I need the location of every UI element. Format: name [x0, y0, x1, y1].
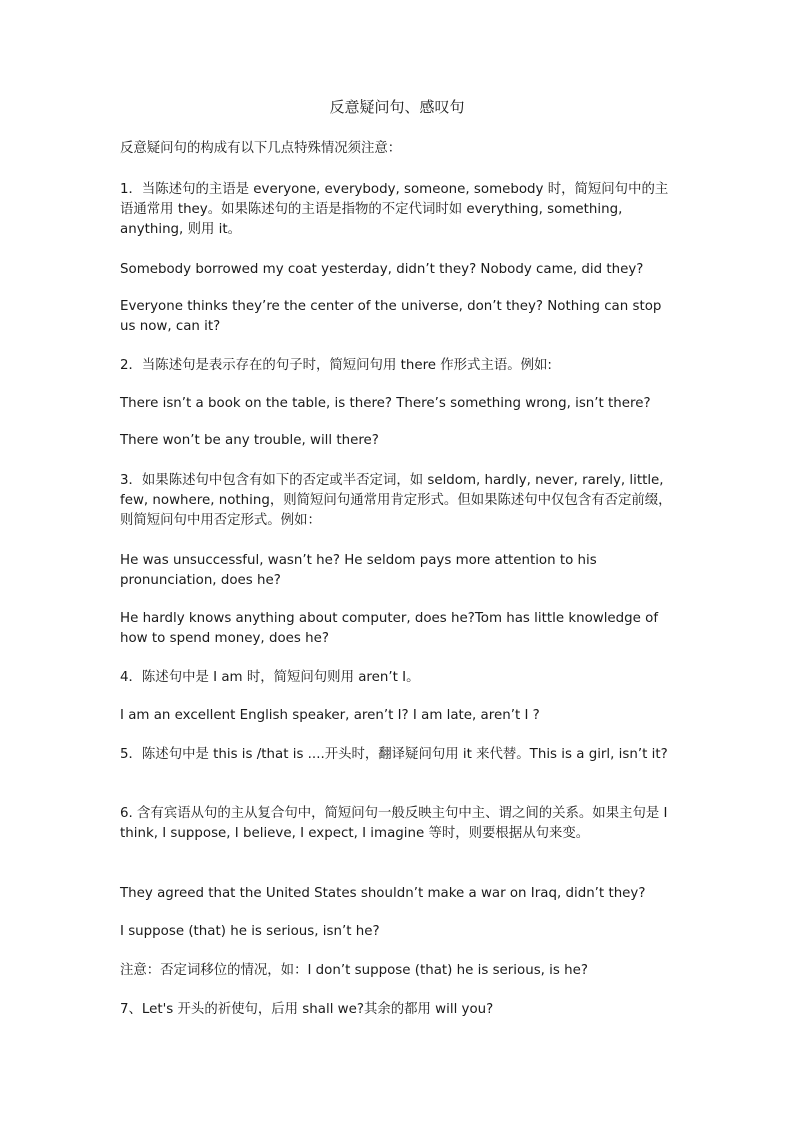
note-paragraph: 注意：否定词移位的情况，如：I don’t suppose (that) he is serious, is he?	[120, 963, 588, 978]
rule-6-example-2: I suppose (that) he is serious, isn’t he?	[120, 924, 380, 939]
rule-1-example-2: Everyone thinks they’re the center of the universe, don’t they? Nothing can stop us now, can it?	[120, 299, 662, 334]
rule-3-example-1: He was unsuccessful, wasn’t he? He seldom pays more attention to his pronunciation, does he?	[120, 553, 597, 588]
rule-4-paragraph: 4．陈述句中是 I am 时，简短问句则用 aren’t I。	[120, 670, 420, 685]
rule-1-paragraph: 1．当陈述句的主语是 everyone, everybody, someone, somebody 时，简短问句中的主语通常用 they。如果陈述句的主语是指物的不定代词时如 everything, something, anything, 则用 it。	[120, 182, 669, 237]
intro-paragraph: 反意疑问句的构成有以下几点特殊情况须注意：	[120, 141, 402, 156]
rule-4-example: I am an excellent English speaker, aren’t I? I am late, aren’t I ?	[120, 708, 540, 723]
rule-6-example-1: They agreed that the United States shouldn’t make a war on Iraq, didn’t they?	[120, 886, 646, 901]
rule-1-example-1: Somebody borrowed my coat yesterday, didn’t they? Nobody came, did they?	[120, 262, 644, 277]
rule-2-example-1: There isn’t a book on the table, is there? There’s something wrong, isn’t there?	[120, 396, 651, 411]
rule-7-paragraph: 7、Let's 开头的祈使句，后用 shall we?其余的都用 will you?	[120, 1002, 494, 1017]
rule-6-paragraph: 6. 含有宾语从句的主从复合句中，简短问句一般反映主句中主、谓之间的关系。如果主句是 I think, I suppose, I believe, I expect, I imagine 等时，则要根据从句来变。	[120, 806, 668, 841]
rule-3-paragraph: 3．如果陈述句中包含有如下的否定或半否定词，如 seldom, hardly, never, rarely, little, few, nowhere, nothing，则简短问句通常用肯定形式。但如果陈述句中仅包含有否定前缀，则简短问句中用否定形式。例如：	[120, 473, 672, 528]
rule-2-paragraph: 2．当陈述句是表示存在的句子时，简短问句用 there 作形式主语。例如:	[120, 358, 552, 373]
rule-3-example-2: He hardly knows anything about computer, does he?Tom has little knowledge of how to spend money, does he?	[120, 611, 659, 646]
document-title: 反意疑问句、感叹句	[329, 98, 465, 116]
rule-5-paragraph: 5．陈述句中是 this is /that is ....开头时，翻译疑问句用 it 来代替。This is a girl, isn’t it?	[120, 747, 668, 762]
rule-2-example-2: There won’t be any trouble, will there?	[120, 433, 379, 448]
